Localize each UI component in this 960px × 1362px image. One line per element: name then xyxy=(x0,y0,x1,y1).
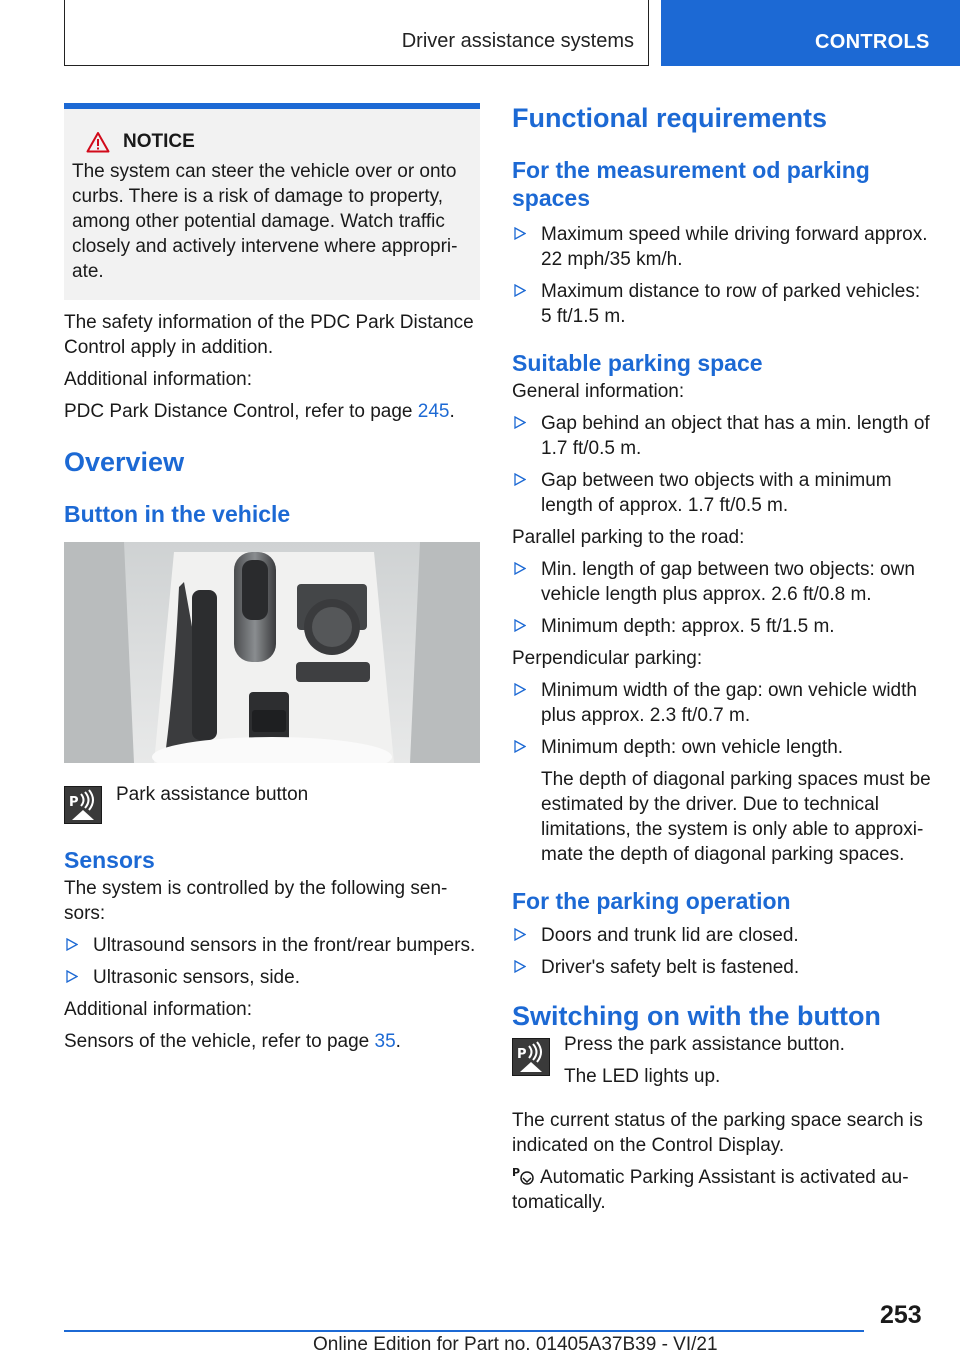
switching-text xyxy=(564,1032,845,1096)
sensors-heading: Sensors xyxy=(64,847,155,873)
footer-edition: Online Edition for Part no. 01405A37B39 - VI/21 xyxy=(313,1334,718,1355)
perpendicular-label: Perpendicular parking: xyxy=(512,648,703,669)
list-item-text: Min. length of gap between two objects: own vehicle length plus approx. 2.6 ft/0.8 m. xyxy=(541,559,915,605)
led-instruction: The LED lights up. xyxy=(564,1066,721,1087)
svg-text:P: P xyxy=(517,1047,527,1062)
park-assistance-icon xyxy=(512,1038,550,1076)
list-item-text: Minimum depth: own vehicle length. xyxy=(541,737,844,758)
general-list xyxy=(512,411,932,518)
list-item-text: Minimum depth: approx. 5 ft/1.5 m. xyxy=(541,616,835,637)
list-item xyxy=(512,279,932,329)
pdc-page-link[interactable]: 245 xyxy=(417,401,450,422)
notice-text: The system can steer the vehicle over or onto curbs. There is a risk of damage to property, among other potential damage. Watch traffic closely and actively intervene where appropriate. xyxy=(72,161,458,282)
list-item-text: Gap between two objects with a minimum length of approx. 1.7 ft/0.5 m. xyxy=(541,470,892,516)
list-item xyxy=(512,735,932,867)
list-item-text: Driver's safety belt is fastened. xyxy=(541,957,800,978)
parallel-list xyxy=(512,557,932,639)
auto-activation-paragraph xyxy=(512,1165,932,1215)
sensors-page-link[interactable]: 35 xyxy=(374,1031,396,1052)
notice-box xyxy=(64,103,480,300)
svg-text:P: P xyxy=(512,1166,521,1179)
list-item xyxy=(512,923,932,948)
bullet-triangle-icon xyxy=(514,928,526,941)
list-item xyxy=(512,222,932,272)
suitable-heading: Suitable parking space xyxy=(512,350,763,376)
page-number: 253 xyxy=(880,1301,922,1329)
safety-paragraph: The safety information of the PDC Park Distance Control apply in addition. xyxy=(64,312,474,358)
functional-heading: Functional requirements xyxy=(512,103,828,133)
list-item xyxy=(512,411,932,461)
header-tab-controls[interactable] xyxy=(661,0,960,66)
right-column xyxy=(512,102,932,1222)
list-item-text: Maximum distance to row of parked vehicles: 5 ft/1.5 m. xyxy=(541,281,921,327)
svg-text:P: P xyxy=(69,795,79,810)
press-button-instruction: Press the park assistance button. xyxy=(564,1034,845,1055)
parking-assistant-icon xyxy=(512,1165,536,1185)
list-item-text: Gap behind an object that has a min. length of 1.7 ft/0.5 m. xyxy=(541,413,930,459)
vehicle-console-photo xyxy=(64,542,480,763)
park-assist-button-label: Park assistance button xyxy=(116,784,309,805)
warning-icon xyxy=(86,131,110,153)
bullet-triangle-icon xyxy=(514,284,526,297)
operation-list xyxy=(512,923,932,980)
list-item xyxy=(512,468,932,518)
header-section-box xyxy=(64,0,649,66)
switching-instruction-row xyxy=(512,1034,932,1096)
header-section-title: Driver assistance systems xyxy=(401,30,634,52)
switching-heading: Switching on with the button xyxy=(512,1001,881,1031)
sensors-list xyxy=(64,933,480,990)
bullet-triangle-icon xyxy=(514,227,526,240)
notice-header xyxy=(72,131,472,153)
bullet-triangle-icon xyxy=(66,938,78,951)
auto-activation-text: Automatic Parking Assistant is activated automatically. xyxy=(512,1167,909,1213)
list-item xyxy=(512,557,932,607)
perpendicular-list xyxy=(512,678,932,867)
park-assist-button-row xyxy=(64,786,480,824)
pdc-reference-text: PDC Park Distance Control, refer to page xyxy=(64,401,418,422)
bullet-triangle-icon xyxy=(66,970,78,983)
list-item xyxy=(512,614,932,639)
list-item xyxy=(512,678,932,728)
list-item-text: Ultrasound sensors in the front/rear bumpers. xyxy=(93,935,476,956)
status-paragraph: The current status of the parking space search is indicated on the Control Display. xyxy=(512,1110,923,1156)
bullet-triangle-icon xyxy=(514,473,526,486)
list-item-text: Minimum width of the gap: own vehicle width plus approx. 2.3 ft/0.7 m. xyxy=(541,680,917,726)
bullet-triangle-icon xyxy=(514,960,526,973)
operation-heading: For the parking operation xyxy=(512,888,791,914)
measure-list xyxy=(512,222,932,329)
sensors-reference-text: Sensors of the vehicle, refer to page xyxy=(64,1031,375,1052)
list-item-text: Ultrasonic sensors, side. xyxy=(93,967,300,988)
sensors-intro: The system is controlled by the following sensors: xyxy=(64,878,448,924)
list-item xyxy=(512,955,932,980)
bullet-triangle-icon xyxy=(514,562,526,575)
diagonal-note: The depth of diagonal parking spaces must be estimated by the driver. Due to technical limitations, the system is only able to approximate the depth of diagonal parking spaces. xyxy=(541,769,931,865)
additional-info-label: Additional information: xyxy=(64,369,252,390)
sensors-additional-label: Additional information: xyxy=(64,999,252,1020)
header-tab-label: CONTROLS xyxy=(815,31,930,53)
park-assistance-icon xyxy=(64,786,102,824)
bullet-triangle-icon xyxy=(514,416,526,429)
general-info-label: General information: xyxy=(512,381,685,402)
list-item xyxy=(64,933,480,958)
bullet-triangle-icon xyxy=(514,619,526,632)
bullet-triangle-icon xyxy=(514,683,526,696)
list-item-text: Doors and trunk lid are closed. xyxy=(541,925,799,946)
footer-divider xyxy=(64,1330,864,1332)
left-column xyxy=(64,103,480,1061)
notice-title: NOTICE xyxy=(123,131,195,152)
measure-heading: For the measurement od parking spaces xyxy=(512,157,870,211)
overview-heading: Overview xyxy=(64,447,185,477)
list-item-text: Maximum speed while driving forward approx. 22 mph/35 km/h. xyxy=(541,224,928,270)
bullet-triangle-icon xyxy=(514,740,526,753)
pdc-reference: PDC Park Distance Control, refer to page 245. xyxy=(64,401,455,422)
button-heading: Button in the vehicle xyxy=(64,501,291,527)
sensors-reference: Sensors of the vehicle, refer to page 35. xyxy=(64,1031,401,1052)
list-item xyxy=(64,965,480,990)
parallel-label: Parallel parking to the road: xyxy=(512,527,745,548)
